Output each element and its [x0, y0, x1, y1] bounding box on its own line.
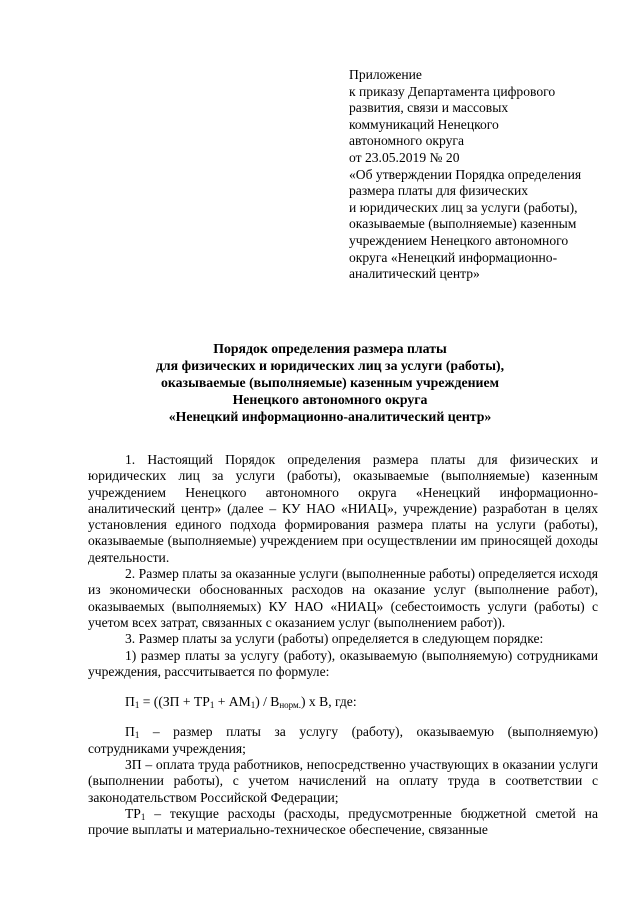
appendix-line: Приложение: [349, 67, 422, 82]
title-line: Порядок определения размера платы: [213, 341, 447, 356]
definition-tr1: $ТР_1$ – текущие расходы (расходы, предусмотренные бюджетной сметой на прочие выплаты и материально-техническое обеспечение, связанные: [88, 805, 598, 838]
appendix-line: оказываемые (выполняемые) казенным: [349, 216, 577, 232]
paragraph-3: 3. Размер платы за услуги (работы) определяется в следующем порядке:: [125, 631, 544, 647]
appendix-line: автономного округа: [349, 133, 465, 149]
title-line: для физических и юридических лиц за услуги (работы),: [155, 357, 505, 373]
appendix-line: округа «Ненецкий информационно-: [349, 249, 558, 265]
appendix-line: «Об утверждении Порядка определения: [349, 166, 582, 182]
paragraph-2: 2. Размер платы за оказанные услуги (выполненные работы) определяется исходя из экономически обоснованных расходов на оказание услуг (выполнение работ), оказываемых (выполняемых) КУ НАО «НИАЦ» (себестоимость услуги (работы) с учетом всех затрат, связанных с оказанием услуг (выполнением работ)).: [88, 566, 598, 630]
definition-p1: $П_1$ – размер платы за услугу (работу), оказываемую (выполняемую) сотрудниками учреждения;: [88, 724, 598, 756]
appendix-line: от 23.05.2019 № 20: [349, 149, 460, 165]
appendix-line: аналитический центр»: [349, 266, 480, 282]
appendix-line: и юридических лиц за услуги (работы),: [349, 199, 578, 215]
appendix-line: учреждением Ненецкого автономного: [349, 232, 569, 248]
price-formula: $П_1 = ((ЗП + ТР_1 + АМ_1) / В_{норм.})$ х В, где:: [125, 694, 357, 711]
appendix-line: развития, связи и массовых: [349, 100, 509, 116]
paragraph-1: 1. Настоящий Порядок определения размера платы для физических и юридических лиц за услуги (работы), оказываемые (выполняемые) казенным учреждением Ненецкого автономного округа «Ненецкий информационно-аналитический центр» (далее – КУ НАО «НИАЦ», учреждение) разработан в целях установления единого подхода формирования размера платы на услуги (работы), оказываемые (выполняемые) учреждением при осуществлении им приносящей доходы деятельности.: [88, 452, 598, 565]
paragraph-3-1: 1) размер платы за услугу (работу), оказываемую (выполняемую) сотрудниками учреждения, рассчитывается по формуле:: [88, 647, 598, 679]
title-line: «Ненецкий информационно-аналитический центр»: [168, 408, 492, 424]
appendix-line: к приказу Департамента цифрового: [349, 83, 556, 99]
appendix-header: [349, 67, 609, 283]
definition-zp: ЗП – оплата труда работников, непосредственно участвующих в оказании услуги (выполнении работы), с учетом начислений на оплату труда в соответствии с законодательством Российской Федерации;: [88, 757, 598, 805]
title-line: оказываемые (выполняемые) казенным учреждением: [161, 374, 499, 390]
appendix-line: коммуникаций Ненецкого: [349, 116, 499, 132]
appendix-line: размера платы для физических: [349, 183, 529, 199]
document-body: [88, 452, 598, 839]
document-title: [60, 341, 600, 426]
title-line: Ненецкого автономного округа: [232, 391, 428, 407]
